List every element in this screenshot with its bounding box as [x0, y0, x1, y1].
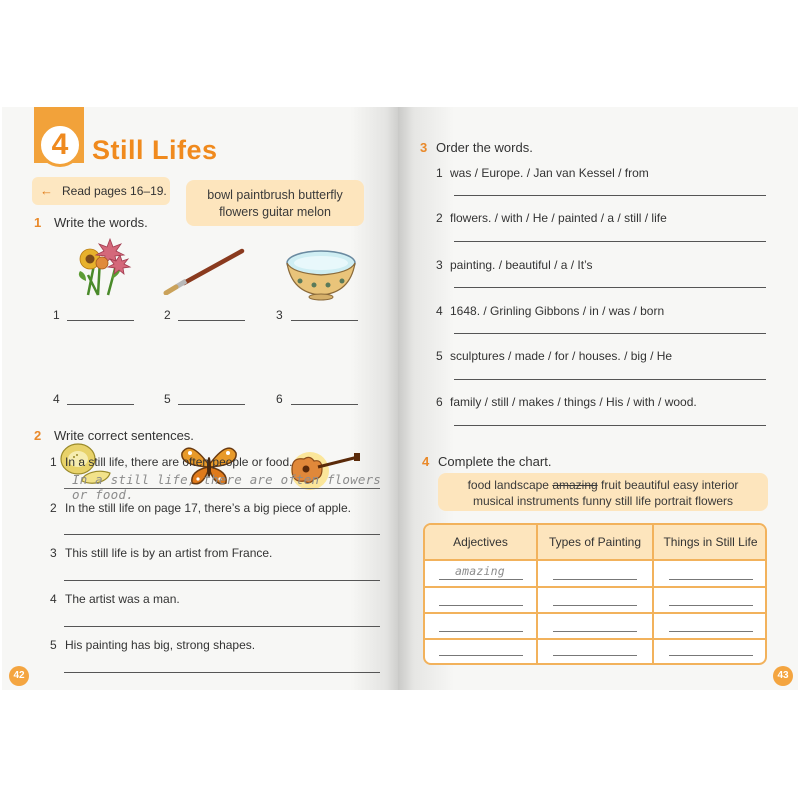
- picture-label: 1: [53, 308, 60, 322]
- answer-line[interactable]: [291, 404, 358, 405]
- chart-table: [423, 523, 767, 665]
- picture-label: 5: [164, 392, 171, 406]
- sentence-number: 2: [50, 501, 57, 515]
- answer-line[interactable]: [439, 631, 523, 632]
- sentence-text: In the still life on page 17, there’s a big piece of apple.: [65, 501, 351, 515]
- answer-line[interactable]: [454, 287, 766, 288]
- answer-line[interactable]: [454, 379, 766, 380]
- chart-divider: [425, 612, 765, 614]
- answer-line[interactable]: [454, 195, 766, 196]
- page-number: 43: [773, 666, 793, 686]
- word-box-row: [438, 478, 768, 492]
- exercise-number: 2: [34, 428, 42, 443]
- answer-line[interactable]: [553, 631, 637, 632]
- read-pages-label: Read pages 16–19.: [62, 184, 167, 198]
- answer-line[interactable]: [439, 579, 523, 580]
- item-number: 5: [436, 349, 443, 363]
- right-page: [398, 107, 798, 690]
- chart-header: Things in Still Life: [663, 535, 758, 549]
- answer-line[interactable]: [178, 320, 245, 321]
- item-number: 3: [436, 258, 443, 272]
- sentence-text: His painting has big, strong shapes.: [65, 638, 256, 652]
- chart-header: Types of Painting: [548, 535, 642, 549]
- chart-divider: [425, 559, 765, 561]
- word-box-row: bowl paintbrush butterfly: [207, 188, 343, 202]
- answer-line[interactable]: [553, 655, 637, 656]
- paintbrush-picture: [162, 245, 248, 295]
- sentence-number: 5: [50, 638, 57, 652]
- exercise-title: Order the words.: [436, 140, 533, 155]
- sentence-number: 4: [50, 592, 57, 606]
- word: fruit beautiful easy interior: [601, 478, 739, 492]
- answer-line[interactable]: [553, 605, 637, 606]
- answer-line[interactable]: [67, 404, 134, 405]
- page-title: Still Lifes: [92, 135, 218, 165]
- answer-line[interactable]: [439, 605, 523, 606]
- exercise-title: Write correct sentences.: [54, 428, 194, 443]
- answer-line[interactable]: [454, 333, 766, 334]
- sentence-number: 3: [50, 546, 57, 560]
- bowl-picture: [284, 247, 358, 303]
- example-answer: In a still life, there are often flowers or food.: [72, 472, 382, 502]
- exercise-title: Write the words.: [54, 215, 148, 230]
- sentence-text: This still life is by an artist from France.: [65, 546, 273, 560]
- sentence-number: 1: [50, 455, 57, 469]
- word-box-row: flowers guitar melon: [219, 205, 331, 219]
- chart-header: Adjectives: [453, 535, 508, 549]
- answer-line[interactable]: [64, 488, 380, 489]
- item-number: 2: [436, 211, 443, 225]
- workbook-spread: [2, 107, 798, 690]
- answer-line[interactable]: [669, 605, 753, 606]
- struck-word: amazing: [552, 478, 598, 492]
- answer-line[interactable]: [291, 320, 358, 321]
- word-box-ex4: [438, 473, 768, 511]
- word-box-row: musical instruments funny still life portrait flowers: [472, 494, 734, 508]
- exercise-title: Complete the chart.: [438, 454, 552, 469]
- answer-line[interactable]: [67, 320, 134, 321]
- flowers-picture: [68, 235, 134, 299]
- read-pages-note: [32, 177, 170, 205]
- sentence-text: In a still life, there are often people or food.: [65, 455, 293, 469]
- answer-line[interactable]: [669, 655, 753, 656]
- scrambled-words: 1648. / Grinling Gibbons / in / was / born: [450, 304, 665, 318]
- answer-line[interactable]: [553, 579, 637, 580]
- word-box-ex1: [186, 180, 364, 226]
- page-number: 42: [9, 666, 29, 686]
- scrambled-words: painting. / beautiful / a / It’s: [450, 258, 593, 272]
- exercise-number: 3: [420, 140, 428, 155]
- picture-label: 2: [164, 308, 171, 322]
- answer-line[interactable]: [178, 404, 245, 405]
- sentence-text: The artist was a man.: [65, 592, 180, 606]
- picture-label: 6: [276, 392, 283, 406]
- example-answer: amazing: [455, 564, 505, 578]
- picture-label: 3: [276, 308, 283, 322]
- answer-line[interactable]: [64, 534, 380, 535]
- answer-line[interactable]: [64, 672, 380, 673]
- item-number: 4: [436, 304, 443, 318]
- chart-divider: [425, 638, 765, 640]
- unit-number: 4: [38, 123, 82, 167]
- scrambled-words: sculptures / made / for / houses. / big / He: [450, 349, 673, 363]
- answer-line[interactable]: [454, 241, 766, 242]
- left-page: [2, 107, 398, 690]
- answer-line[interactable]: [64, 626, 380, 627]
- chart-divider: [425, 586, 765, 588]
- item-number: 6: [436, 395, 443, 409]
- scrambled-words: was / Europe. / Jan van Kessel / from: [450, 166, 649, 180]
- word: food landscape: [467, 478, 549, 492]
- answer-line[interactable]: [669, 631, 753, 632]
- scrambled-words: family / still / makes / things / His / with / wood.: [450, 395, 697, 409]
- scrambled-words: flowers. / with / He / painted / a / still / life: [450, 211, 667, 225]
- exercise-number: 4: [422, 454, 430, 469]
- item-number: 1: [436, 166, 443, 180]
- answer-line[interactable]: [439, 655, 523, 656]
- answer-line[interactable]: [454, 425, 766, 426]
- answer-line[interactable]: [64, 580, 380, 581]
- picture-label: 4: [53, 392, 60, 406]
- back-arrow-icon: ←: [40, 183, 53, 198]
- exercise-number: 1: [34, 215, 42, 230]
- answer-line[interactable]: [669, 579, 753, 580]
